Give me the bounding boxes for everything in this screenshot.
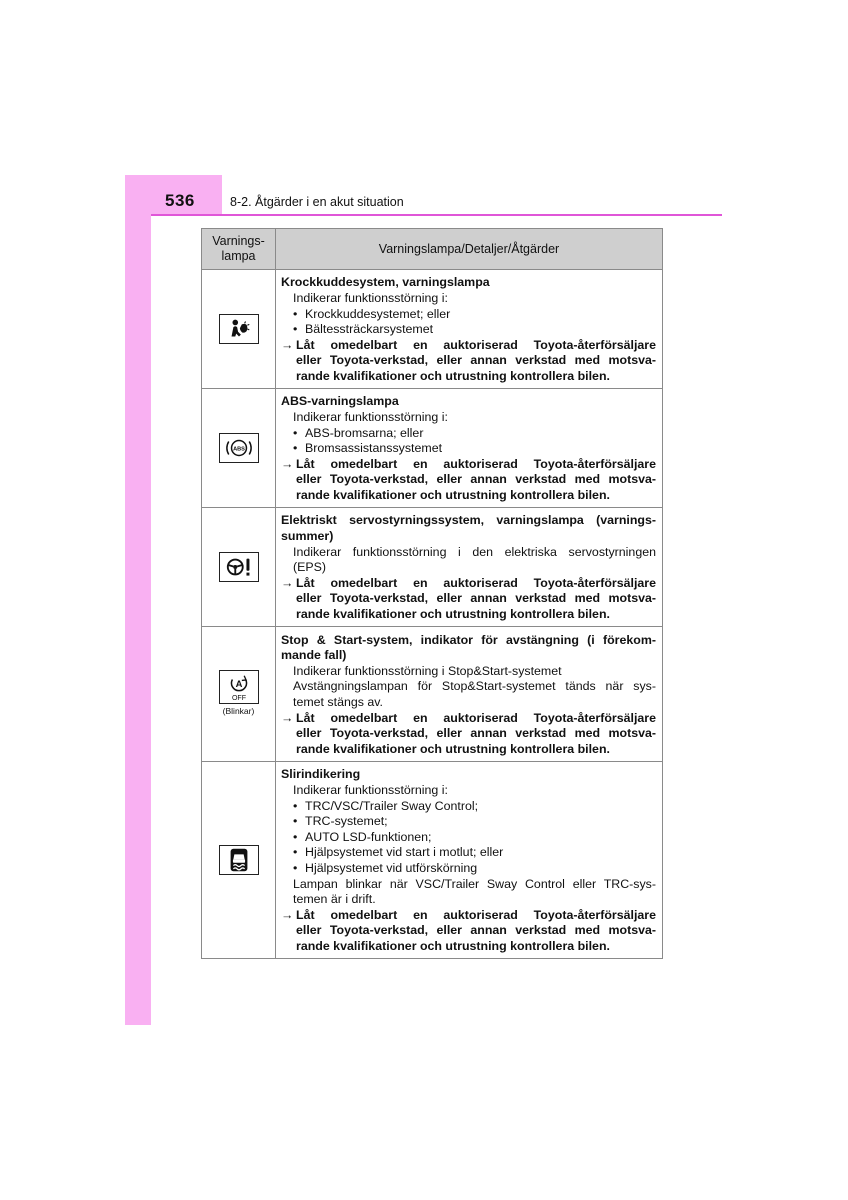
- row-lead: Indikerar funktionsstörning i den elektriska servostyrningen: [293, 544, 656, 559]
- list-item: • ABS-bromsarna; eller: [293, 425, 424, 440]
- airbag-person-icon: [219, 314, 259, 344]
- list-item: • Krockkuddesystemet; eller: [293, 306, 451, 321]
- row-lead: (EPS): [293, 560, 327, 575]
- action-line: eller Toyota-verkstad, eller annan verkstad med motsva-: [296, 591, 656, 606]
- header-rule: [151, 214, 722, 216]
- list-item: • TRC-systemet;: [293, 814, 388, 829]
- action-line: eller Toyota-verkstad, eller annan verkstad med motsva-: [296, 923, 656, 938]
- row-note: temen är i drift.: [293, 892, 376, 907]
- action-line: rande kvalifikationer och utrustning kontrollera bilen.: [296, 487, 610, 502]
- svg-text:A: A: [235, 677, 242, 689]
- action-line: eller Toyota-verkstad, eller annan verkstad med motsva-: [296, 472, 656, 487]
- list-item: • AUTO LSD-funktionen;: [293, 829, 432, 844]
- row-title: Slirindikering: [281, 767, 361, 782]
- row-lead: Indikerar funktionsstörning i:: [293, 410, 448, 425]
- list-item: • Bromsassistanssystemet: [293, 441, 443, 456]
- arrow-icon: →: [281, 337, 294, 352]
- arrow-icon: →: [281, 575, 294, 590]
- bullet: •: [293, 441, 298, 456]
- row-title: mande fall): [281, 648, 347, 663]
- action-line: eller Toyota-verkstad, eller annan verkstad med motsva-: [296, 353, 656, 368]
- action-line: → Låt omedelbart en auktoriserad Toyota-återförsäljare: [281, 575, 656, 590]
- arrow-icon: →: [281, 456, 294, 471]
- bullet: •: [293, 322, 298, 337]
- row-lead: Indikerar funktionsstörning i:: [293, 291, 448, 306]
- header-lamp-line1: Varnings-: [212, 234, 265, 248]
- bullet: •: [293, 798, 298, 813]
- action-line: rande kvalifikationer och utrustning kontrollera bilen.: [296, 938, 610, 953]
- row-title: ABS-varningslampa: [281, 394, 399, 409]
- slip-indicator-icon: [219, 845, 259, 875]
- action-line: rande kvalifikationer och utrustning kontrollera bilen.: [296, 368, 610, 383]
- row-note: temet stängs av.: [293, 695, 383, 709]
- action-line: → Låt omedelbart en auktoriserad Toyota-återförsäljare: [281, 710, 656, 725]
- table-header-row: [202, 229, 663, 270]
- table-row: [202, 270, 663, 389]
- action-line: eller Toyota-verkstad, eller annan verkstad med motsva-: [296, 726, 656, 741]
- row-title: Stop & Start-system, indikator för avstängning (i förekom-: [281, 632, 656, 647]
- row-title: Krockkuddesystem, varningslampa: [281, 275, 490, 290]
- action-line: → Låt omedelbart en auktoriserad Toyota-återförsäljare: [281, 337, 656, 352]
- off-label: OFF: [231, 694, 246, 702]
- header-lamp-line2: lampa: [221, 249, 256, 263]
- section-title: 8-2. Åtgärder i en akut situation: [230, 195, 404, 209]
- stop-start-off-group: [219, 670, 259, 716]
- table-row: [202, 389, 663, 508]
- bullet: •: [293, 845, 298, 860]
- action-line: → Låt omedelbart en auktoriserad Toyota-återförsäljare: [281, 456, 656, 471]
- arrow-icon: →: [281, 907, 294, 922]
- bullet: •: [293, 814, 298, 829]
- action-line: rande kvalifikationer och utrustning kontrollera bilen.: [296, 741, 610, 756]
- table-row: [202, 508, 663, 627]
- bullet: •: [293, 306, 298, 321]
- row-note: Avstängningslampan för Stop&Start-systemet tänds när sys-: [293, 679, 656, 694]
- bullet: •: [293, 829, 298, 844]
- header-details: Varningslampa/Detaljer/Åtgärder: [276, 229, 663, 270]
- page-number: 536: [165, 191, 195, 210]
- table-row: [202, 627, 663, 762]
- action-line: rande kvalifikationer och utrustning kontrollera bilen.: [296, 606, 610, 621]
- row-title: summer): [281, 529, 334, 544]
- row-lead: Indikerar funktionsstörning i:: [293, 783, 448, 798]
- row-lead: Indikerar funktionsstörning i Stop&Start-systemet: [293, 663, 562, 678]
- arrow-icon: →: [281, 710, 294, 725]
- header-lamp: [202, 229, 276, 270]
- table-row: [202, 762, 663, 959]
- row-note: Lampan blinkar när VSC/Trailer Sway Control eller TRC-sys-: [293, 876, 656, 891]
- row-title: Elektriskt servostyrningssystem, varningslampa (varnings-: [281, 513, 656, 528]
- steering-wheel-warning-icon: [219, 552, 259, 582]
- list-item: • TRC/VSC/Trailer Sway Control;: [293, 798, 479, 813]
- abs-icon: [219, 433, 259, 463]
- icon-caption: (Blinkar): [222, 705, 255, 716]
- list-item: • Hjälpsystemet vid utförskörning: [293, 861, 478, 875]
- svg-text:ABS: ABS: [232, 446, 245, 453]
- list-item: • Bältessträckarsystemet: [293, 322, 434, 337]
- action-line: → Låt omedelbart en auktoriserad Toyota-återförsäljare: [281, 907, 656, 922]
- bullet: •: [293, 861, 298, 875]
- side-color-bar: [125, 175, 151, 1025]
- warning-lamp-table: [201, 228, 663, 959]
- bullet: •: [293, 425, 298, 440]
- list-item: • Hjälpsystemet vid start i motlut; eller: [293, 845, 504, 860]
- stop-start-off-icon: [219, 670, 259, 704]
